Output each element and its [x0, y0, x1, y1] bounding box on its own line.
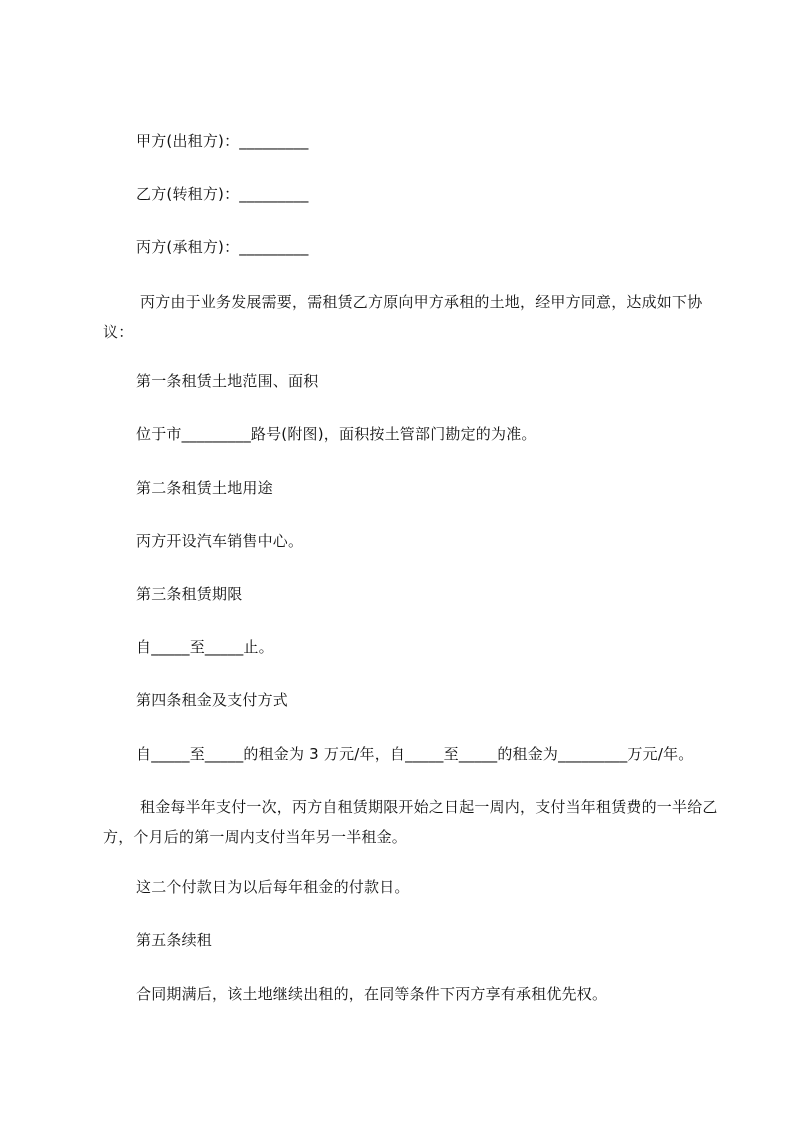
preamble-paragraph: 丙方由于业务发展需要，需租赁乙方原向甲方承租的土地，经甲方同意，达成如下协议： — [103, 293, 703, 341]
article-5-heading: 第五条续租 — [136, 931, 213, 949]
article-5-body: 合同期满后，该土地继续出租的，在同等条件下丙方享有承租优先权。 — [136, 985, 608, 1003]
article-2-body: 丙方开设汽车销售中心。 — [136, 532, 304, 550]
party-a-line: 甲方(出租方)：_________ — [136, 132, 309, 150]
article-3-body: 自_____至_____止。 — [136, 638, 274, 656]
party-b-line: 乙方(转租方)：_________ — [136, 185, 309, 203]
article-4-payment-paragraph: 租金每半年支付一次，丙方自租赁期限开始之日起一周内，支付当年租赁费的一半给乙方，个月后的第一周内支付当年另一半租金。 — [103, 798, 718, 846]
article-3-heading: 第三条租赁期限 — [136, 585, 243, 603]
party-c-line: 丙方(承租方)：_________ — [136, 238, 309, 256]
article-1-body: 位于市_________路号(附图)，面积按土管部门勘定的为准。 — [136, 425, 537, 443]
article-4-rent-line: 自_____至_____的租金为 3 万元/年，自_____至_____的租金为_________万元/年。 — [136, 745, 694, 763]
article-4-payment-day: 这二个付款日为以后每年租金的付款日。 — [136, 878, 410, 896]
article-4-heading: 第四条租金及支付方式 — [136, 691, 289, 709]
article-2-heading: 第二条租赁土地用途 — [136, 479, 273, 497]
article-1-heading: 第一条租赁土地范围、面积 — [136, 372, 319, 390]
